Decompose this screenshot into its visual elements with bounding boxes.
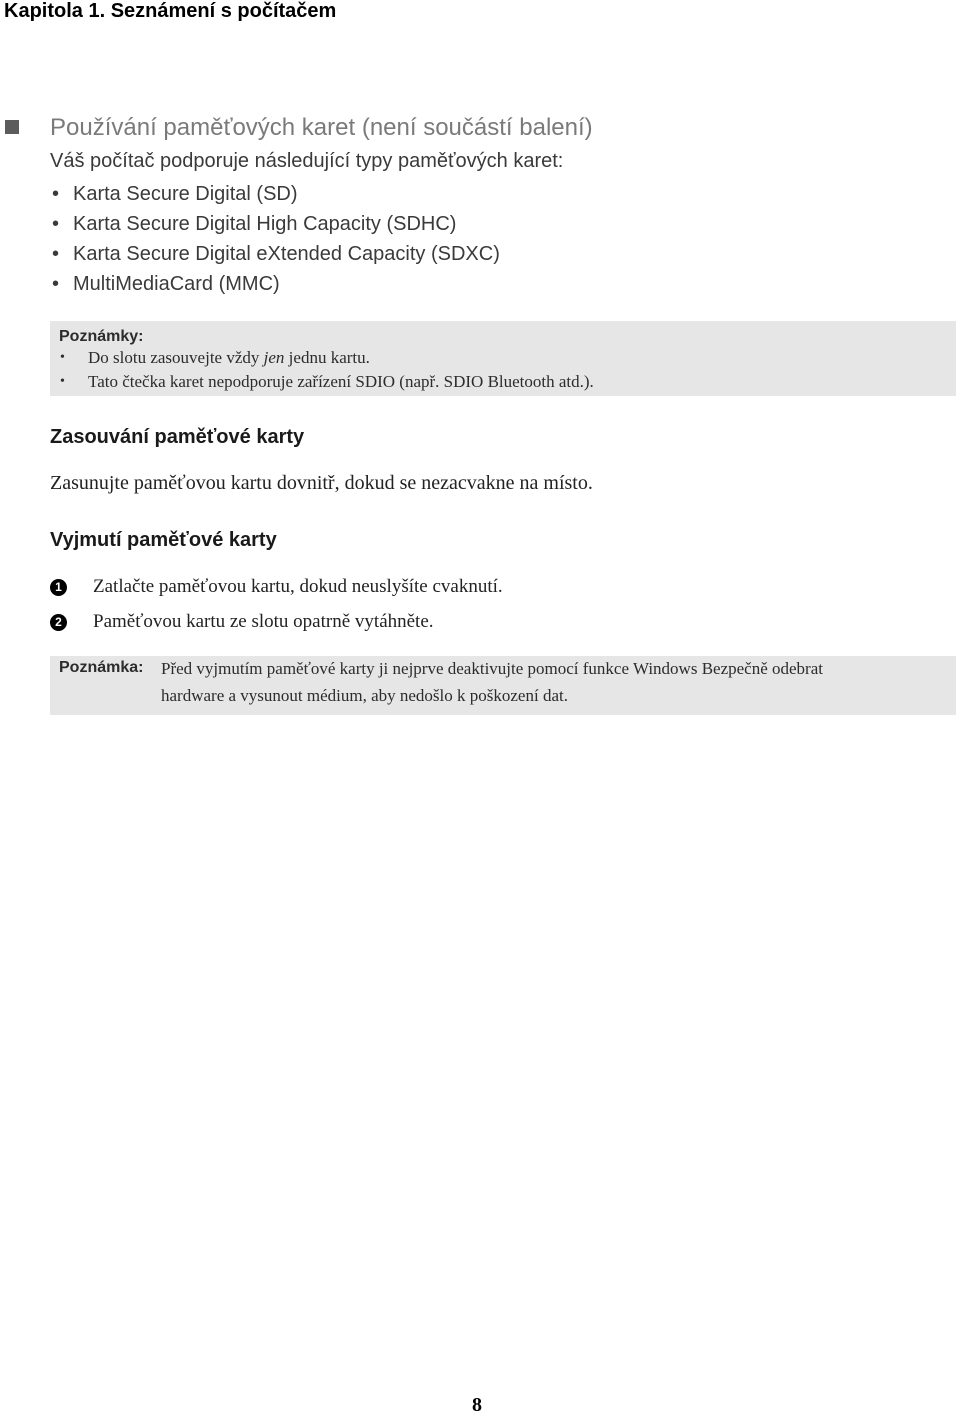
step-number-1-icon: 1 <box>50 579 67 596</box>
remove-heading: Vyjmutí paměťové karty <box>50 529 277 551</box>
step-text: Zatlačte paměťovou kartu, dokud neuslyšíte cvaknutí. <box>93 576 503 597</box>
card-type-list <box>50 180 500 300</box>
bullet-icon: • <box>60 350 65 365</box>
step-2 <box>50 611 650 637</box>
final-note-label: Poznámka: <box>59 659 144 676</box>
section-title: Používání paměťových karet (není součástí balení) <box>50 114 593 141</box>
list-item-label: Karta Secure Digital (SD) <box>73 183 298 205</box>
page-number: 8 <box>472 1394 482 1416</box>
list-item-label: Karta Secure Digital eXtended Capacity (SDXC) <box>73 243 500 265</box>
bullet-icon: • <box>52 183 60 205</box>
list-item <box>50 270 500 300</box>
list-item <box>50 180 500 210</box>
step-text: Paměťovou kartu ze slotu opatrně vytáhněte. <box>93 611 434 632</box>
list-item-label: MultiMediaCard (MMC) <box>73 273 280 295</box>
list-item-label: Karta Secure Digital High Capacity (SDHC) <box>73 213 457 235</box>
section-marker-square-icon <box>5 120 19 134</box>
bullet-icon: • <box>52 273 60 295</box>
step-number-2-icon: 2 <box>50 614 67 631</box>
notes-title: Poznámky: <box>59 328 144 345</box>
note-item <box>50 347 594 371</box>
notes-box <box>50 321 956 396</box>
notes-list <box>50 347 594 395</box>
insert-text: Zasunujte paměťovou kartu dovnitř, dokud se nezacvakne na místo. <box>50 472 593 494</box>
chapter-header: Kapitola 1. Seznámení s počítačem <box>4 0 337 22</box>
list-item <box>50 240 500 270</box>
note-text-end: jednu kartu. <box>284 348 370 367</box>
list-item <box>50 210 500 240</box>
note-text: Tato čtečka karet nepodporuje zařízení SDIO (např. SDIO Bluetooth atd.). <box>88 372 594 391</box>
insert-heading: Zasouvání paměťové karty <box>50 426 305 448</box>
bullet-icon: • <box>60 374 65 389</box>
final-note-box <box>50 656 956 715</box>
note-text-start: Do slotu zasouvejte vždy <box>88 348 264 367</box>
bullet-icon: • <box>52 213 60 235</box>
intro-text: Váš počítač podporuje následující typy paměťových karet: <box>50 150 564 172</box>
step-1 <box>50 576 650 602</box>
note-item <box>50 371 594 395</box>
bullet-icon: • <box>52 243 60 265</box>
note-emphasis: jen <box>263 348 285 367</box>
final-note-line-1: Před vyjmutím paměťové karty ji nejprve deaktivujte pomocí funkce Windows Bezpečně odebrat <box>161 659 823 678</box>
final-note-line-2: hardware a vysunout médium, aby nedošlo k poškození dat. <box>161 686 568 705</box>
